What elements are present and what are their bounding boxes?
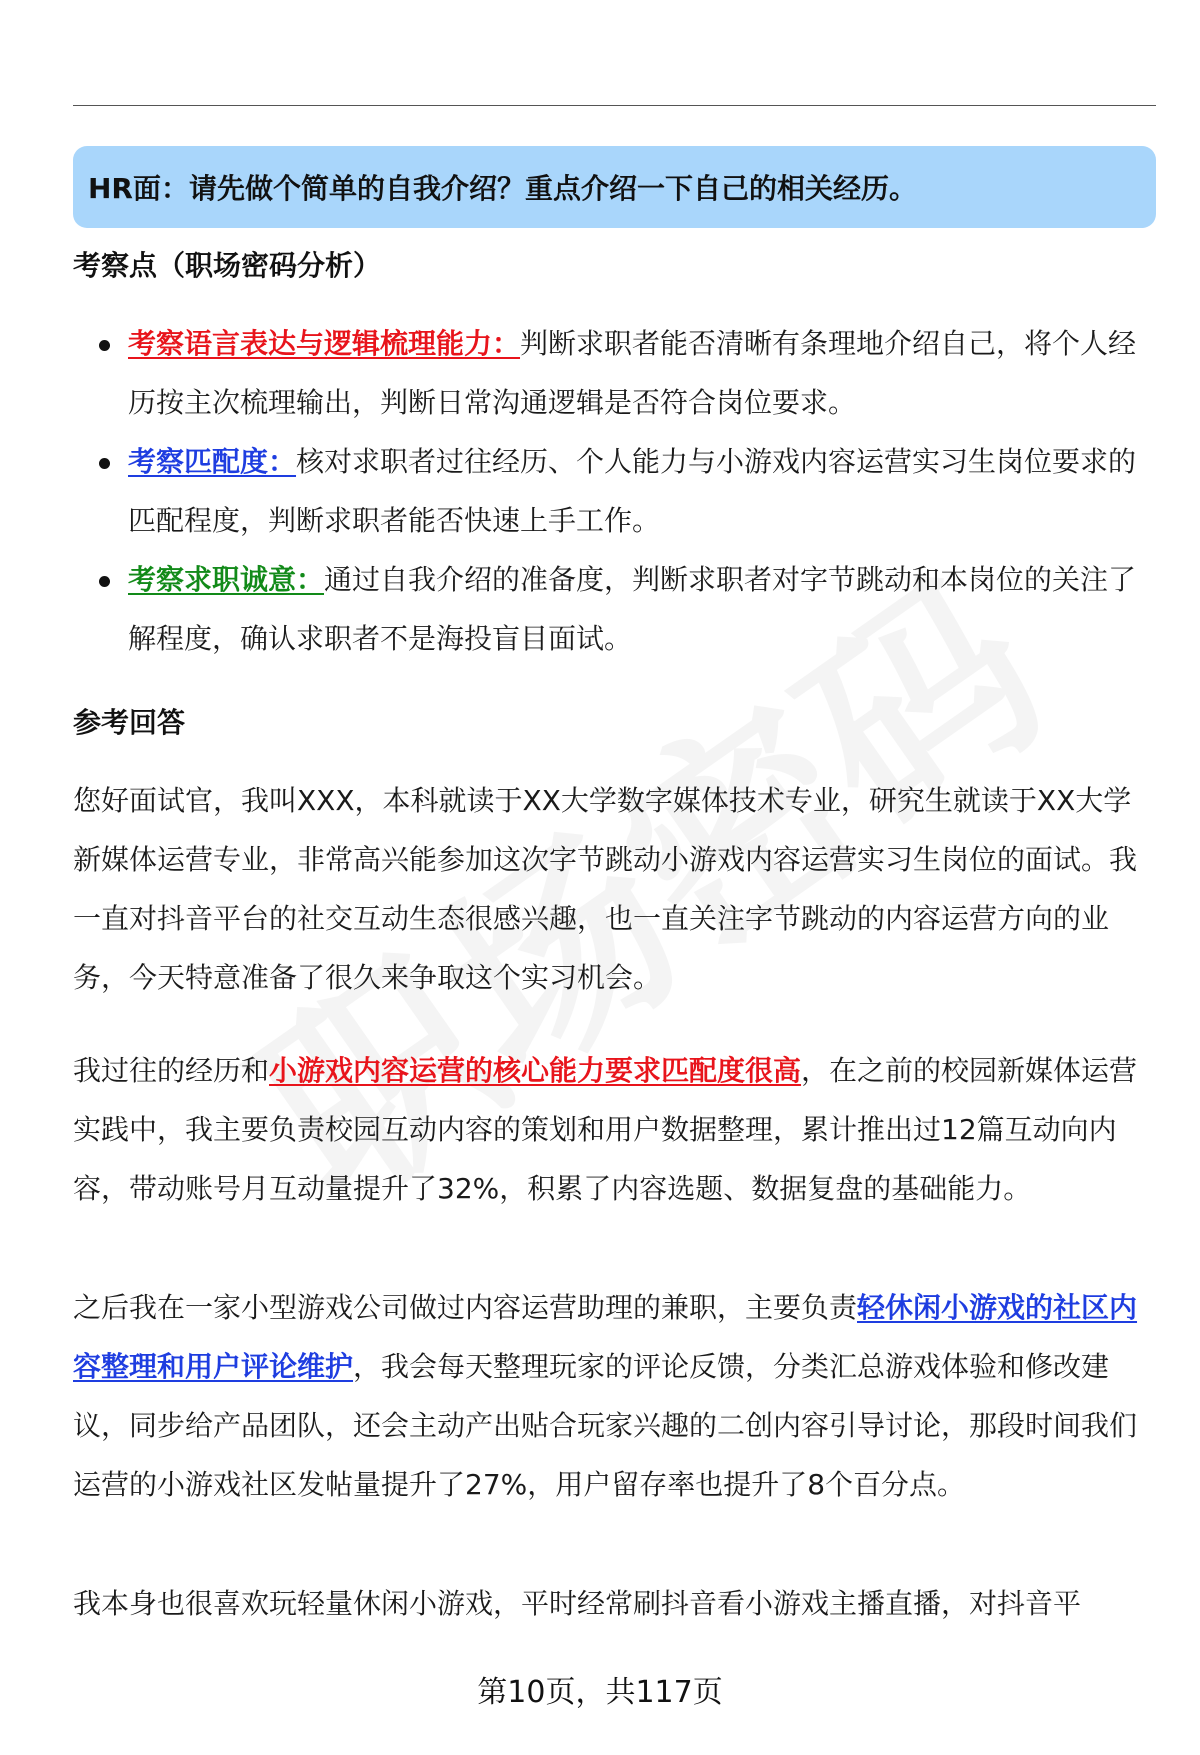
answer-paragraph-4: 我本身也很喜欢玩轻量休闲小游戏，平时经常刷抖音看小游戏主播直播，对抖音平 bbox=[73, 1587, 1082, 1620]
question-text: HR面：请先做个简单的自我介绍？重点介绍一下自己的相关经历。 bbox=[88, 172, 917, 205]
paragraph-text: ，在之前的校园新媒体运营实践中，我主要负责校园互动内容的策划和用户数据整理，累计推出过12篇互动向内容，带动账号月互动量提升了32%，积累了内容选题、数据复盘的基础能力。 bbox=[73, 1054, 1138, 1205]
list-item bbox=[73, 314, 1156, 432]
point-label: 考察求职诚意： bbox=[128, 563, 325, 596]
answer-paragraph-3 bbox=[73, 1278, 1156, 1514]
paragraph-text: 我过往的经历和 bbox=[73, 1054, 270, 1087]
assessment-list bbox=[73, 314, 1156, 668]
bullet-icon bbox=[99, 340, 110, 351]
bullet-icon bbox=[99, 458, 110, 469]
point-text: 判断求职者能否清晰有条理地介绍自己，将个人经历按主次梳理输出，判断日常沟通逻辑是否符合岗位要求。 bbox=[128, 327, 1137, 419]
paragraph-text: ，我会每天整理玩家的评论反馈，分类汇总游戏体验和修改建议，同步给产品团队，还会主动产出贴合玩家兴趣的二创内容引导讨论，那段时间我们运营的小游戏社区发帖量提升了27%，用户留存率也提升了8个百分点。 bbox=[73, 1350, 1138, 1501]
paragraph-text: 之后我在一家小型游戏公司做过内容运营助理的兼职，主要负责 bbox=[73, 1291, 858, 1324]
point-text: 核对求职者过往经历、个人能力与小游戏内容运营实习生岗位要求的匹配程度，判断求职者能否快速上手工作。 bbox=[128, 445, 1137, 537]
top-divider bbox=[73, 105, 1156, 106]
point-label: 考察匹配度： bbox=[128, 445, 297, 478]
section-title-assessment: 考察点（职场密码分析） bbox=[73, 249, 382, 282]
question-banner bbox=[73, 146, 1156, 228]
list-item bbox=[73, 550, 1156, 668]
point-text: 通过自我介绍的准备度，判断求职者对字节跳动和本岗位的关注了解程度，确认求职者不是海投盲目面试。 bbox=[128, 563, 1137, 655]
section-title-answer: 参考回答 bbox=[73, 706, 186, 739]
point-label: 考察语言表达与逻辑梳理能力： bbox=[128, 327, 521, 360]
answer-paragraph-1: 您好面试官，我叫XXX，本科就读于XX大学数字媒体技术专业，研究生就读于XX大学新媒体运营专业，非常高兴能参加这次字节跳动小游戏内容运营实习生岗位的面试。我一直对抖音平台的社交互动生态很感兴趣，也一直关注字节跳动的内容运营方向的业务，今天特意准备了很久来争取这个实习机会。 bbox=[73, 784, 1138, 994]
answer-paragraph-2 bbox=[73, 1041, 1156, 1218]
emphasis-blue: 轻休闲小游戏的社区内容整理和用户评论维护 bbox=[73, 1291, 1138, 1383]
list-item bbox=[73, 432, 1156, 550]
page-number: 第10页，共117页 bbox=[477, 1675, 723, 1710]
bullet-icon bbox=[99, 576, 110, 587]
emphasis-red: 小游戏内容运营的核心能力要求匹配度很高 bbox=[269, 1054, 802, 1087]
